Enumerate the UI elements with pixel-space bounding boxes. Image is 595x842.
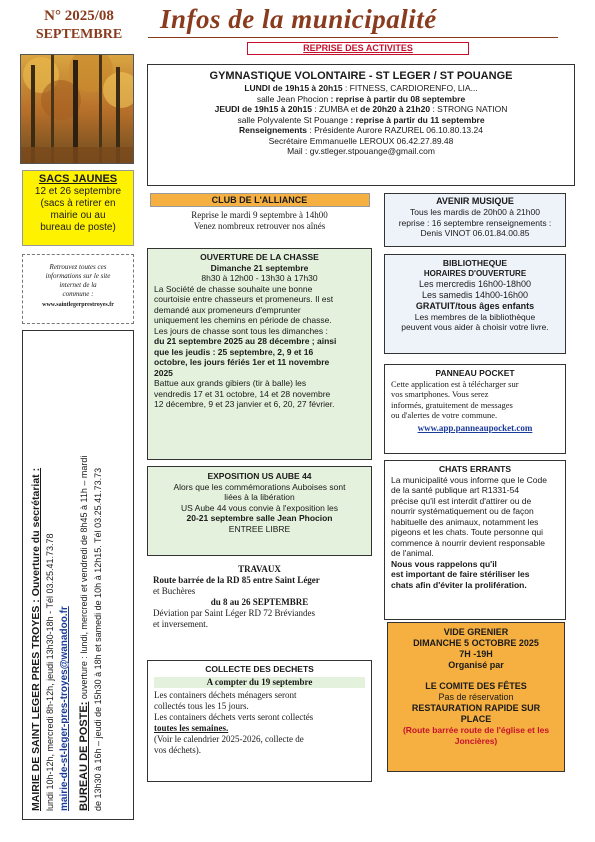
autumn-forest-image [20,54,134,164]
chasse-text: uniquement les chemins en période de chasse. [154,315,332,325]
chats-warning: est important de faire stériliser les [391,569,530,579]
chasse-battue: 12 décembre, 9 et 23 janvier et 6, 20, 27 février. [154,399,335,409]
website-url-link[interactable]: www.saintlegerprestroyes.fr [42,302,114,308]
issue-month: SEPTEMBRE [35,27,123,42]
club-line: Venez nombreux retrouver nos aînés [193,221,326,231]
dechets-text: Les containers déchets ménagers seront collectés tous les 15 jours. Les containers déchets verts seront collectés toutes les semaines. (Voir le calendrier 2025-2026, collecte de vos déchets). [154,689,314,755]
biblio-line: Les mercredis 16h00-18h00 [418,278,532,289]
chasse-title: OUVERTURE DE LA CHASSE [200,252,319,262]
panneau-url-link[interactable]: www.app.panneaupocket.com [417,422,533,433]
vide-resa: Pas de réservation [438,692,514,702]
sacs-jaunes-box [22,170,134,246]
gym-line-4: salle Polyvalente St Pouange : reprise à partir du 11 septembre [237,114,485,125]
chasse-battue: vendredis 17 et 31 octobre, 14 et 28 novembre [154,388,331,399]
expo-dates: 20-21 septembre salle Jean Phocion [186,513,333,523]
expo-free: ENTREE LIBRE [228,523,291,534]
chasse-dates: du 21 septembre 2025 au 28 décembre ; ainsi [154,336,337,346]
mairie-poste-box [22,330,134,820]
gym-line-5: Renseignements : Présidente Aurore RAZUREL 06.10.80.13.24 [239,125,483,135]
issue-box [20,6,138,50]
mairie-title [29,341,44,811]
travaux-dates: du 8 au 26 SEPTEMBRE [210,597,309,607]
chats-errants-box [384,460,566,620]
exposition-box [147,466,372,556]
travaux-detour: Déviation par Saint Léger RD 72 Bréviandes [153,608,315,618]
mairie-email-link[interactable]: mairie-de-st-leger-pres-troyes@wanadoo.fr [59,606,70,811]
musique-title: AVENIR MUSIQUE [436,196,514,206]
expo-line: liées à la libération [224,492,295,502]
dechets-title: COLLECTE DES DECHETS [205,664,314,674]
forest-illustration [21,55,134,164]
biblio-members: Les membres de la bibliothèque [414,311,536,322]
vide-note: (Route barrée route de l'église et les [402,725,550,735]
chats-text: commence à nourrir devient responsable [391,537,546,548]
travaux-detour: et inversement. [153,619,208,629]
travaux-line: Route barrée de la RD 85 entre Saint Léger [153,575,320,585]
chasse-text: demandé aux promeneurs d'emprunter [154,304,301,315]
gym-section [147,64,575,186]
chasse-text: La Société de chasse souhaite une bonne [154,283,313,294]
vide-note: Joncières) [454,735,498,746]
gym-line-6: Secrétaire Emmanuelle LEROUX 06.42.27.89.48 [268,135,454,146]
title-underline [148,37,558,38]
chats-warning: Nous vous rappelons qu'il [391,558,497,569]
chasse-hours: 8h30 à 12h00 - 13h30 à 17h30 [201,273,318,283]
gym-line-7: Mail : gv.stleger.stpouange@gmail.com [287,146,435,156]
vide-hours: 7H -19H [459,649,493,659]
chats-warning: chats afin d'éviter la prolifération. [391,579,527,590]
avenir-musique-box [384,193,566,247]
website-box [22,254,134,324]
chasse-text: Les jours de chasse sont tous les dimanches : [154,325,328,336]
chats-text: précise qu'il est interdit d'attirer ou de [391,495,532,506]
vide-org: Organisé par [448,660,504,670]
poste-line-2: de 13h30 à 16h – jeudi de 15h30 à 18h et samedi de 10h à 12h15. Tél 03.25.41.73.73 [93,467,103,811]
dechets-date: A compter du 19 septembre [154,677,365,688]
gym-line-3: JEUDI de 19h15 à 20h15 : ZUMBA et de 20h20 à 21h20 : STRONG NATION [214,104,508,114]
sacs-line: 12 et 26 septembre [34,186,122,197]
issue-number: N° 2025/08 [44,8,114,24]
gym-line-1: LUNDI de 19h15 à 20h15 : FITNESS, CARDIORENFO, LIA... [244,83,478,93]
chasse-battue: Battue aux grands gibiers (tir à balle) les [154,378,307,388]
vide-grenier-box [387,622,565,772]
club-title: CLUB DE L'ALLIANCE [150,193,370,207]
biblio-title: BIBLIOTHEQUE [442,258,508,268]
chasse-date: Dimanche 21 septembre [210,262,309,273]
chasse-text: courtoisie entre chasseurs et promeneurs. Il est [154,294,334,304]
vide-date: DIMANCHE 5 OCTOBRE 2025 [413,638,539,648]
vide-resto: PLACE [460,714,492,724]
dechets-box [147,660,372,782]
expo-line: Alors que les commémorations Auboises sont [173,481,346,492]
page-title: Infos de la municipalité [160,4,437,34]
mairie-poste-rotated [23,331,135,821]
biblio-line: Les samedis 14h00-16h00 [421,289,529,300]
chats-title: CHATS ERRANTS [438,464,512,474]
bibliotheque-box [384,254,566,354]
travaux-line: et Buchères [153,586,196,596]
musique-line: Tous les mardis de 20h00 à 21h00 [410,207,540,217]
mairie-hours: lundi 10h-12h, mercredi 8h-12h, jeudi 13h30-18h - Tél 03.25.41.73.78 [45,533,55,811]
panneau-text: Cette application est à télécharger sur vos smartphones. Vous serez informés, gratuitement de messages ou d'alertes de votre commune. [391,378,519,420]
biblio-free: GRATUIT/tous âges enfants [415,300,535,311]
website-line: informations sur le site [45,272,111,280]
website-line: Retrouvez toutes ces [49,263,107,271]
website-line: commune : [62,290,94,298]
biblio-subtitle: HORAIRES D'OUVERTURE [423,268,527,278]
travaux-title: TRAVAUX [238,564,281,574]
chats-text: nourrir systématiquement ou de façon [391,506,534,516]
vide-comite: LE COMITE DES FÊTES [425,681,527,691]
musique-line: reprise : 16 septembre renseignements : [398,217,552,228]
vide-title: VIDE GRENIER [443,627,509,637]
mairie-title-text: MAIRIE DE SAINT LEGER PRES TROYES : Ouverture du secrétariat : [30,467,42,811]
gym-title: GYMNASTIQUE VOLONTAIRE - ST LEGER / ST POUANGE [209,70,513,82]
chasse-dates: 2025 [154,367,173,378]
chasse-dates: que les jeudis : 25 septembre, 2, 9 et 16 [154,346,314,357]
sacs-line: bureau de poste) [40,222,116,233]
chats-text: pigeons et les chats. Toute personne qui [391,527,544,537]
poste-title: BUREAU DE POSTE: [78,701,90,811]
sacs-title: SACS JAUNES [38,173,118,185]
club-alliance-box [147,193,372,239]
panneau-title: PANNEAU POCKET [435,368,515,378]
travaux-box [147,562,372,654]
chats-text: La municipalité vous informe que le Code [391,474,547,485]
chats-text: habituelle des animaux, notamment les [391,516,539,527]
expo-title: EXPOSITION US AUBE 44 [207,471,312,481]
sacs-line: mairie ou au [50,210,106,221]
chats-text: de la santé publique art R1331-54 [391,485,520,495]
club-line: Reprise le mardi 9 septembre à 14h00 [191,210,328,220]
chats-text: de l'animal. [391,548,434,558]
musique-line: Denis VINOT 06.01.84.00.85 [420,228,530,238]
panneau-pocket-box [384,364,566,454]
biblio-members: peuvent vous aider à choisir votre livre. [401,322,549,332]
sacs-line: (sacs à retirer en [40,198,116,209]
chasse-dates: octobre, les jours fériés 1er et 11 novembre [154,357,330,367]
chasse-box [147,248,372,460]
reprise-banner: REPRISE DES ACTIVITES [247,42,469,55]
poste-line-1: BUREAU DE POSTE: ouverture : lundi, mercredi et vendredi de 8h45 à 11h – mardi [78,455,90,811]
gym-line-2: salle Jean Phocion : reprise à partir du 08 septembre [256,93,466,104]
expo-line: US Aube 44 vous convie à l'exposition les [180,502,339,513]
vide-resto: RESTAURATION RAPIDE SUR [411,703,541,713]
website-line: internet de la [59,281,97,289]
